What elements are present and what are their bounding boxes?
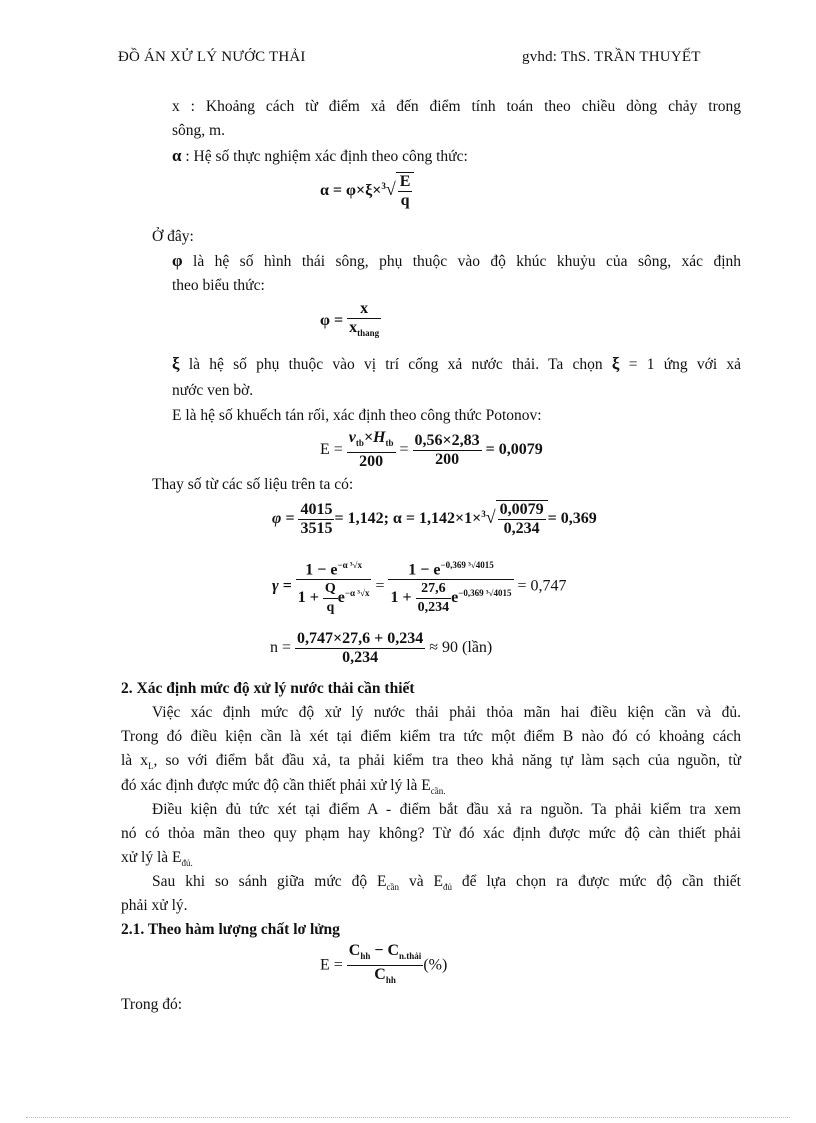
e-percent-den: C [374, 966, 386, 984]
gamma-lhs: γ = [272, 577, 296, 595]
gamma-num2-sup: −0,369 ³√4015 [440, 560, 494, 570]
alpha-value-result: = 0,369 [547, 510, 597, 528]
para3-line1-b: và E [399, 873, 443, 890]
e-percent-num-b: − C [370, 942, 400, 959]
gamma-num2: 1 − e [408, 561, 441, 579]
gamma-den2-fden: 0,234 [417, 600, 450, 616]
thay-so-label: Thay số từ các số liệu trên ta có: [152, 476, 354, 493]
alpha-symbol: α [172, 146, 182, 165]
e-formula-v: v [348, 429, 356, 446]
e-percent-num-b-sub: n.thải [399, 951, 422, 962]
xi-definition-text-b: = 1 ứng với xả [619, 356, 741, 373]
gamma-den1b: e [337, 589, 345, 607]
n-lhs: n = [270, 639, 296, 657]
gamma-den1b-sup: −α ³√x [344, 588, 370, 599]
xi-definition-line1 [172, 354, 741, 375]
para1-line3-b: , so với điểm bắt đầu xả, ta phải kiểm tra theo khả năng tự làm sạch của nguồn, từ [153, 752, 741, 769]
xi-symbol-2: ξ [611, 354, 620, 373]
phi-value-num: 4015 [300, 501, 333, 518]
e-percent-result: (%) [423, 956, 448, 974]
phi-formula-den: x [349, 319, 358, 336]
o-day-label: Ở đây: [152, 228, 194, 245]
x-definition-line1: x : Khoảng cách từ điểm xả đến điểm tính toán theo chiều dòng chảy trong [172, 98, 741, 115]
header-title: ĐỒ ÁN XỬ LÝ NƯỚC THẢI [118, 49, 306, 65]
e-formula-den2: 200 [435, 450, 460, 468]
phi-formula [320, 300, 381, 342]
phi-formula-num: x [347, 300, 381, 319]
alpha-formula-lhs: α = φ×ξ× [320, 182, 382, 200]
e-formula-h-sub: tb [385, 438, 394, 449]
section-2-1-title: 2.1. Theo hàm lượng chất lơ lửng [121, 921, 340, 938]
gamma-den2b-sup: −0,369 ³√4015 [458, 588, 512, 599]
section-2-title: 2. Xác định mức độ xử lý nước thải cần thiết [121, 680, 415, 697]
gamma-den1a: 1 + [297, 589, 323, 607]
gamma-num1: 1 − e [305, 561, 338, 579]
gamma-den2a: 1 + [390, 589, 416, 607]
alpha-root-index: 3 [381, 180, 386, 191]
phi-definition-line1 [172, 251, 741, 272]
e-formula-h: ×H [363, 429, 386, 446]
e-percent-den-sub: hh [385, 975, 396, 986]
gamma-den2b: e [451, 589, 459, 607]
para2-line2: nó có thỏa mãn theo quy phạm hay không? Từ đó xác định được mức độ càn thiết phải [121, 825, 741, 842]
alpha-value-num: 0,0079 [499, 501, 544, 518]
para2-line3 [121, 848, 193, 873]
phi-definition-line2: theo biểu thức: [172, 277, 265, 294]
x-definition-line2: sông, m. [172, 122, 225, 139]
e-formula-num2: 0,56×2,83 [414, 431, 480, 449]
n-num: 0,747×27,6 + 0,234 [297, 630, 424, 647]
e-formula-den: 200 [359, 453, 384, 471]
xi-definition-line2: nước ven bờ. [172, 382, 254, 399]
gamma-den1-fden: q [326, 600, 335, 616]
e-formula-lhs: E = [320, 440, 347, 458]
phi-formula-den-sub: thang [357, 328, 380, 339]
e-definition: E là hệ số khuếch tán rối, xác định theo công thức Potonov: [172, 407, 542, 424]
radical-sign-2: √ [485, 507, 496, 528]
alpha-definition-text: : Hệ số thực nghiệm xác định theo công thức: [181, 148, 468, 165]
para1-line3-a: là x [121, 752, 149, 769]
phi-symbol: φ [172, 251, 183, 270]
alpha-definition [172, 146, 468, 167]
phi-formula-lhs: φ = [320, 311, 348, 329]
para1-line4-sub: cần. [430, 786, 446, 797]
gamma-num1-sup: −α ³√x [337, 560, 362, 570]
header-supervisor: gvhd: ThS. TRẦN THUYẾT [522, 49, 701, 65]
n-den: 0,234 [342, 649, 379, 666]
phi-alpha-mid: = 1,142; α = 1,142×1× [334, 510, 482, 528]
para1-line4 [121, 776, 446, 801]
e-percent-lhs: E = [320, 956, 347, 974]
alpha-formula-den: q [400, 192, 410, 209]
xi-symbol: ξ [172, 354, 180, 373]
alpha-value-den: 0,234 [503, 520, 540, 537]
phi-value-den: 3515 [300, 520, 333, 537]
alpha-formula-num: E [399, 173, 411, 190]
para3-line1-sub1: cần [386, 882, 399, 893]
phi-definition-text: là hệ số hình thái sông, phụ thuộc vào độ khúc khuỷu của sông, xác định [182, 253, 741, 270]
para3-line1-sub2: đủ [442, 882, 452, 893]
n-formula [270, 630, 492, 667]
gamma-den1-fnum: Q [323, 580, 338, 599]
phi-alpha-values [272, 500, 597, 538]
para3-line1-c: để lựa chọn ra được mức độ cần thiết [451, 873, 741, 890]
footer-divider [26, 1117, 790, 1118]
para2-line3-sub: đủ. [181, 858, 193, 869]
para2-line3-a: xử lý là E [121, 849, 182, 866]
e-percent-num-a: C [348, 942, 361, 959]
e-percent-formula [320, 942, 447, 989]
xi-definition-text-a: là hệ số phụ thuộc vào vị trí cống xả nước thải. Ta chọn [179, 356, 612, 373]
e-formula-v-sub: tb [355, 438, 364, 449]
para3-line1 [152, 872, 741, 897]
e-percent-num-a-sub: hh [360, 951, 371, 962]
alpha-value-root-index: 3 [481, 508, 486, 519]
e-formula: E = $\frac{v_{tb}\times H_{tb}}{200}$ = $\frac{0,56\times 2,83}{200}$ = 0,0079 [320, 429, 543, 471]
para1-line4-a: đó xác định được mức độ cần thiết phải xử lý là E [121, 777, 431, 794]
trong-do-label: Trong đó: [121, 996, 183, 1013]
n-result: ≈ 90 (lần) [429, 639, 493, 657]
para1-line2: Trong đó điều kiện cần là xét tại điểm kiểm tra tức một điểm B nào đó có khoảng cách [121, 728, 741, 745]
para1-line3 [121, 751, 741, 776]
para3-line2: phải xử lý. [121, 897, 188, 914]
para3-line1-a: Sau khi so sánh giữa mức độ E [152, 873, 387, 890]
para1-line1: Việc xác định mức độ xử lý nước thải phải thỏa mãn hai điều kiện cần và đủ. [152, 704, 741, 721]
e-formula-result: = 0,0079 [485, 440, 543, 458]
phi-value-lhs: φ = [272, 510, 299, 528]
gamma-result: = 0,747 [517, 577, 567, 595]
alpha-formula [320, 172, 414, 210]
gamma-formula: γ = $1 - e^{-\alpha ^3√x}$ 1 + $\frac{Q}{q}$ $e^{-\alpha ^3√x}$ = $1 - e^{-0,369 ^3√4015}$ 1 + $\frac{27,6}{0,234}$ $e^{-0,369 ^3√4015}$ = 0,747 [272, 556, 567, 617]
radical-sign: √ [385, 179, 396, 200]
gamma-den2-fnum: 27,6 [416, 580, 452, 599]
para1-line3-sub: L [148, 761, 154, 772]
para2-line1: Điều kiện đủ tức xét tại điểm A - điểm bắt đầu xả ra nguồn. Ta phải kiểm tra xem [152, 801, 741, 818]
